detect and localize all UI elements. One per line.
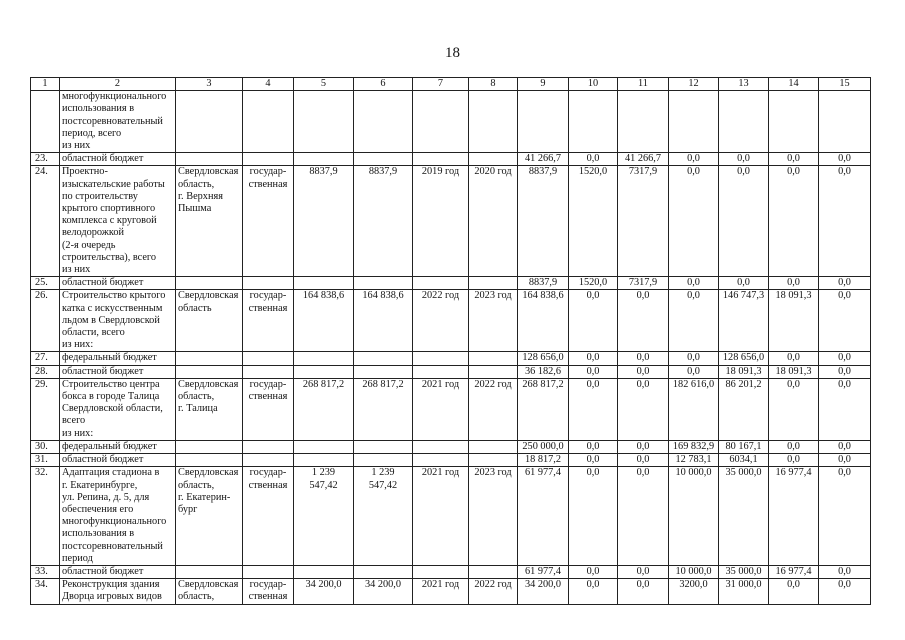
object-name-cell: Строительство центра бокса в городе Талица Свердловской области, всего из них:: [60, 378, 176, 440]
total-cost-cell: [354, 277, 413, 290]
location-cell: Свердловская область,: [176, 579, 243, 604]
column-number-header: 1: [31, 78, 60, 91]
funding-col-10-cell: 0,0: [569, 352, 618, 365]
ownership-cell: государ- ственная: [243, 467, 294, 566]
estimated-cost-cell: [294, 365, 354, 378]
ownership-cell: [243, 277, 294, 290]
row-number-cell: 25.: [31, 277, 60, 290]
table-row: [31, 467, 871, 566]
end-year-cell: [469, 277, 518, 290]
funding-col-13-cell: 146 747,3: [719, 290, 769, 352]
funding-col-13-cell: 18 091,3: [719, 365, 769, 378]
funding-col-15-cell: 0,0: [819, 153, 871, 166]
object-name-cell: областной бюджет: [60, 454, 176, 467]
funding-col-12-cell: 0,0: [669, 153, 719, 166]
funding-col-15-cell: 0,0: [819, 440, 871, 453]
column-number-header: 12: [669, 78, 719, 91]
total-cost-cell: [354, 565, 413, 578]
funding-col-15-cell: 0,0: [819, 166, 871, 277]
location-cell: Свердловская область: [176, 290, 243, 352]
object-name-cell: областной бюджет: [60, 153, 176, 166]
funding-col-13-cell: 6034,1: [719, 454, 769, 467]
row-number-cell: 30.: [31, 440, 60, 453]
table-row: [31, 565, 871, 578]
end-year-cell: [469, 352, 518, 365]
total-cost-cell: 1 239 547,42: [354, 467, 413, 566]
funding-col-13-cell: 80 167,1: [719, 440, 769, 453]
table-row: [31, 352, 871, 365]
funding-col-11-cell: 0,0: [618, 467, 669, 566]
funding-col-13-cell: [719, 91, 769, 153]
column-number-header: 3: [176, 78, 243, 91]
funding-col-12-cell: 0,0: [669, 365, 719, 378]
funding-col-10-cell: 0,0: [569, 565, 618, 578]
funding-col-11-cell: 0,0: [618, 579, 669, 604]
funding-col-12-cell: 0,0: [669, 277, 719, 290]
location-cell: Свердловская область, г. Екатерин- бург: [176, 467, 243, 566]
funding-col-12-cell: 0,0: [669, 290, 719, 352]
start-year-cell: [413, 277, 469, 290]
estimated-cost-cell: 164 838,6: [294, 290, 354, 352]
funding-col-12-cell: 3200,0: [669, 579, 719, 604]
object-name-cell: областной бюджет: [60, 277, 176, 290]
ownership-cell: [243, 440, 294, 453]
end-year-cell: 2020 год: [469, 166, 518, 277]
column-number-header: 4: [243, 78, 294, 91]
funding-col-11-cell: 7317,9: [618, 277, 669, 290]
funding-col-10-cell: 0,0: [569, 467, 618, 566]
object-name-cell: Реконструкция здания Дворца игровых видов: [60, 579, 176, 604]
funding-col-14-cell: 18 091,3: [769, 290, 819, 352]
funding-col-15-cell: 0,0: [819, 378, 871, 440]
total-cost-cell: [354, 153, 413, 166]
object-name-cell: областной бюджет: [60, 365, 176, 378]
funding-total-cell: 8837,9: [518, 166, 569, 277]
estimated-cost-cell: [294, 91, 354, 153]
estimated-cost-cell: [294, 277, 354, 290]
ownership-cell: [243, 91, 294, 153]
funding-col-13-cell: 0,0: [719, 166, 769, 277]
start-year-cell: [413, 565, 469, 578]
funding-col-15-cell: 0,0: [819, 290, 871, 352]
row-number-cell: 29.: [31, 378, 60, 440]
estimated-cost-cell: [294, 153, 354, 166]
start-year-cell: [413, 91, 469, 153]
total-cost-cell: [354, 91, 413, 153]
funding-total-cell: 8837,9: [518, 277, 569, 290]
funding-col-13-cell: 31 000,0: [719, 579, 769, 604]
funding-col-10-cell: 0,0: [569, 378, 618, 440]
estimated-cost-cell: [294, 565, 354, 578]
funding-col-11-cell: 0,0: [618, 290, 669, 352]
funding-total-cell: 61 977,4: [518, 467, 569, 566]
funding-col-14-cell: 16 977,4: [769, 565, 819, 578]
funding-total-cell: 268 817,2: [518, 378, 569, 440]
total-cost-cell: [354, 454, 413, 467]
table-body: [31, 91, 871, 604]
funding-col-13-cell: 35 000,0: [719, 467, 769, 566]
start-year-cell: [413, 365, 469, 378]
location-cell: [176, 565, 243, 578]
ownership-cell: [243, 352, 294, 365]
table-row: [31, 454, 871, 467]
funding-col-14-cell: 0,0: [769, 579, 819, 604]
funding-col-15-cell: 0,0: [819, 565, 871, 578]
location-cell: Свердловская область, г. Талица: [176, 378, 243, 440]
funding-total-cell: 41 266,7: [518, 153, 569, 166]
end-year-cell: 2022 год: [469, 378, 518, 440]
funding-col-14-cell: 0,0: [769, 454, 819, 467]
row-number-cell: 28.: [31, 365, 60, 378]
object-name-cell: многофункционального использования в постсоревновательный период, всего из них: [60, 91, 176, 153]
end-year-cell: [469, 565, 518, 578]
start-year-cell: 2021 год: [413, 579, 469, 604]
funding-total-cell: 34 200,0: [518, 579, 569, 604]
funding-total-cell: [518, 91, 569, 153]
location-cell: [176, 277, 243, 290]
row-number-cell: 27.: [31, 352, 60, 365]
end-year-cell: 2022 год: [469, 579, 518, 604]
funding-col-11-cell: [618, 91, 669, 153]
estimated-cost-cell: 8837,9: [294, 166, 354, 277]
location-cell: [176, 454, 243, 467]
funding-col-11-cell: 0,0: [618, 352, 669, 365]
funding-col-12-cell: 12 783,1: [669, 454, 719, 467]
funding-col-14-cell: 18 091,3: [769, 365, 819, 378]
funding-col-10-cell: 1520,0: [569, 277, 618, 290]
funding-col-11-cell: 0,0: [618, 454, 669, 467]
funding-col-13-cell: 0,0: [719, 153, 769, 166]
estimated-cost-cell: [294, 454, 354, 467]
row-number-cell: [31, 91, 60, 153]
funding-col-14-cell: 0,0: [769, 440, 819, 453]
total-cost-cell: [354, 352, 413, 365]
funding-col-10-cell: 0,0: [569, 153, 618, 166]
start-year-cell: [413, 352, 469, 365]
location-cell: Свердловская область, г. Верхняя Пышма: [176, 166, 243, 277]
funding-total-cell: 61 977,4: [518, 565, 569, 578]
row-number-cell: 23.: [31, 153, 60, 166]
start-year-cell: [413, 454, 469, 467]
funding-col-15-cell: 0,0: [819, 467, 871, 566]
object-name-cell: Адаптация стадиона в г. Екатеринбурге, ул. Репина, д. 5, для обеспечения его многофункционального использования в постсоревновательный период: [60, 467, 176, 566]
start-year-cell: 2021 год: [413, 467, 469, 566]
row-number-cell: 34.: [31, 579, 60, 604]
estimated-cost-cell: [294, 352, 354, 365]
end-year-cell: [469, 365, 518, 378]
funding-col-11-cell: 0,0: [618, 440, 669, 453]
table-row: [31, 440, 871, 453]
estimated-cost-cell: [294, 440, 354, 453]
total-cost-cell: 8837,9: [354, 166, 413, 277]
funding-col-11-cell: 0,0: [618, 365, 669, 378]
funding-col-14-cell: 0,0: [769, 277, 819, 290]
row-number-cell: 31.: [31, 454, 60, 467]
funding-col-12-cell: 10 000,0: [669, 565, 719, 578]
object-name-cell: областной бюджет: [60, 565, 176, 578]
funding-col-10-cell: 0,0: [569, 440, 618, 453]
funding-col-14-cell: [769, 91, 819, 153]
total-cost-cell: 34 200,0: [354, 579, 413, 604]
table-header: [31, 78, 871, 91]
funding-col-15-cell: 0,0: [819, 579, 871, 604]
end-year-cell: [469, 454, 518, 467]
ownership-cell: [243, 153, 294, 166]
table-row: [31, 579, 871, 604]
ownership-cell: [243, 565, 294, 578]
location-cell: [176, 153, 243, 166]
row-number-cell: 24.: [31, 166, 60, 277]
funding-col-15-cell: 0,0: [819, 454, 871, 467]
funding-col-15-cell: 0,0: [819, 277, 871, 290]
column-number-header: 13: [719, 78, 769, 91]
column-number-header: 5: [294, 78, 354, 91]
start-year-cell: 2021 год: [413, 378, 469, 440]
table-row: [31, 378, 871, 440]
funding-col-13-cell: 35 000,0: [719, 565, 769, 578]
funding-col-13-cell: 86 201,2: [719, 378, 769, 440]
funding-total-cell: 250 000,0: [518, 440, 569, 453]
funding-col-12-cell: 0,0: [669, 352, 719, 365]
object-name-cell: федеральный бюджет: [60, 352, 176, 365]
funding-col-12-cell: 0,0: [669, 166, 719, 277]
table-row: [31, 290, 871, 352]
table-row: [31, 91, 871, 153]
column-number-header: 2: [60, 78, 176, 91]
column-number-header: 14: [769, 78, 819, 91]
funding-col-11-cell: 7317,9: [618, 166, 669, 277]
location-cell: [176, 352, 243, 365]
ownership-cell: [243, 365, 294, 378]
end-year-cell: 2023 год: [469, 467, 518, 566]
funding-col-12-cell: 182 616,0: [669, 378, 719, 440]
table-row: [31, 365, 871, 378]
funding-total-cell: 128 656,0: [518, 352, 569, 365]
object-name-cell: федеральный бюджет: [60, 440, 176, 453]
funding-col-11-cell: 0,0: [618, 378, 669, 440]
funding-col-14-cell: 0,0: [769, 166, 819, 277]
location-cell: [176, 91, 243, 153]
funding-col-10-cell: 0,0: [569, 290, 618, 352]
location-cell: [176, 365, 243, 378]
row-number-cell: 33.: [31, 565, 60, 578]
funding-col-12-cell: 169 832,9: [669, 440, 719, 453]
estimated-cost-cell: 1 239 547,42: [294, 467, 354, 566]
funding-col-14-cell: 0,0: [769, 378, 819, 440]
end-year-cell: [469, 153, 518, 166]
start-year-cell: 2019 год: [413, 166, 469, 277]
end-year-cell: [469, 440, 518, 453]
funding-col-14-cell: 0,0: [769, 153, 819, 166]
column-number-header: 7: [413, 78, 469, 91]
funding-col-14-cell: 16 977,4: [769, 467, 819, 566]
end-year-cell: [469, 91, 518, 153]
row-number-cell: 26.: [31, 290, 60, 352]
ownership-cell: государ- ственная: [243, 378, 294, 440]
location-cell: [176, 440, 243, 453]
ownership-cell: государ- ственная: [243, 579, 294, 604]
funding-col-15-cell: [819, 91, 871, 153]
start-year-cell: 2022 год: [413, 290, 469, 352]
ownership-cell: [243, 454, 294, 467]
start-year-cell: [413, 440, 469, 453]
total-cost-cell: 268 817,2: [354, 378, 413, 440]
funding-col-10-cell: 0,0: [569, 579, 618, 604]
object-name-cell: Строительство крытого катка с искусственным льдом в Свердловской области, всего из них:: [60, 290, 176, 352]
column-number-header: 10: [569, 78, 618, 91]
funding-col-13-cell: 0,0: [719, 277, 769, 290]
funding-col-10-cell: 0,0: [569, 365, 618, 378]
table-row: [31, 277, 871, 290]
funding-col-10-cell: [569, 91, 618, 153]
column-number-header: 11: [618, 78, 669, 91]
ownership-cell: государ- ственная: [243, 290, 294, 352]
funding-col-14-cell: 0,0: [769, 352, 819, 365]
funding-col-10-cell: 1520,0: [569, 166, 618, 277]
ownership-cell: государ- ственная: [243, 166, 294, 277]
column-number-row: [31, 78, 871, 91]
funding-col-12-cell: [669, 91, 719, 153]
funding-col-15-cell: 0,0: [819, 352, 871, 365]
end-year-cell: 2023 год: [469, 290, 518, 352]
funding-total-cell: 36 182,6: [518, 365, 569, 378]
funding-col-10-cell: 0,0: [569, 454, 618, 467]
start-year-cell: [413, 153, 469, 166]
funding-col-12-cell: 10 000,0: [669, 467, 719, 566]
funding-col-15-cell: 0,0: [819, 365, 871, 378]
table-row: [31, 153, 871, 166]
funding-total-cell: 164 838,6: [518, 290, 569, 352]
funding-col-11-cell: 0,0: [618, 565, 669, 578]
column-number-header: 8: [469, 78, 518, 91]
funding-total-cell: 18 817,2: [518, 454, 569, 467]
page-number: 18: [445, 45, 460, 61]
total-cost-cell: [354, 365, 413, 378]
estimated-cost-cell: 268 817,2: [294, 378, 354, 440]
total-cost-cell: 164 838,6: [354, 290, 413, 352]
funding-col-13-cell: 128 656,0: [719, 352, 769, 365]
column-number-header: 6: [354, 78, 413, 91]
column-number-header: 9: [518, 78, 569, 91]
total-cost-cell: [354, 440, 413, 453]
row-number-cell: 32.: [31, 467, 60, 566]
object-name-cell: Проектно- изыскательские работы по строительству крытого спортивного комплекса с круговой велодорожкой (2-я очередь строительства), всего из них: [60, 166, 176, 277]
funding-col-11-cell: 41 266,7: [618, 153, 669, 166]
table-row: [31, 166, 871, 277]
column-number-header: 15: [819, 78, 871, 91]
estimated-cost-cell: 34 200,0: [294, 579, 354, 604]
program-table: [30, 77, 871, 605]
